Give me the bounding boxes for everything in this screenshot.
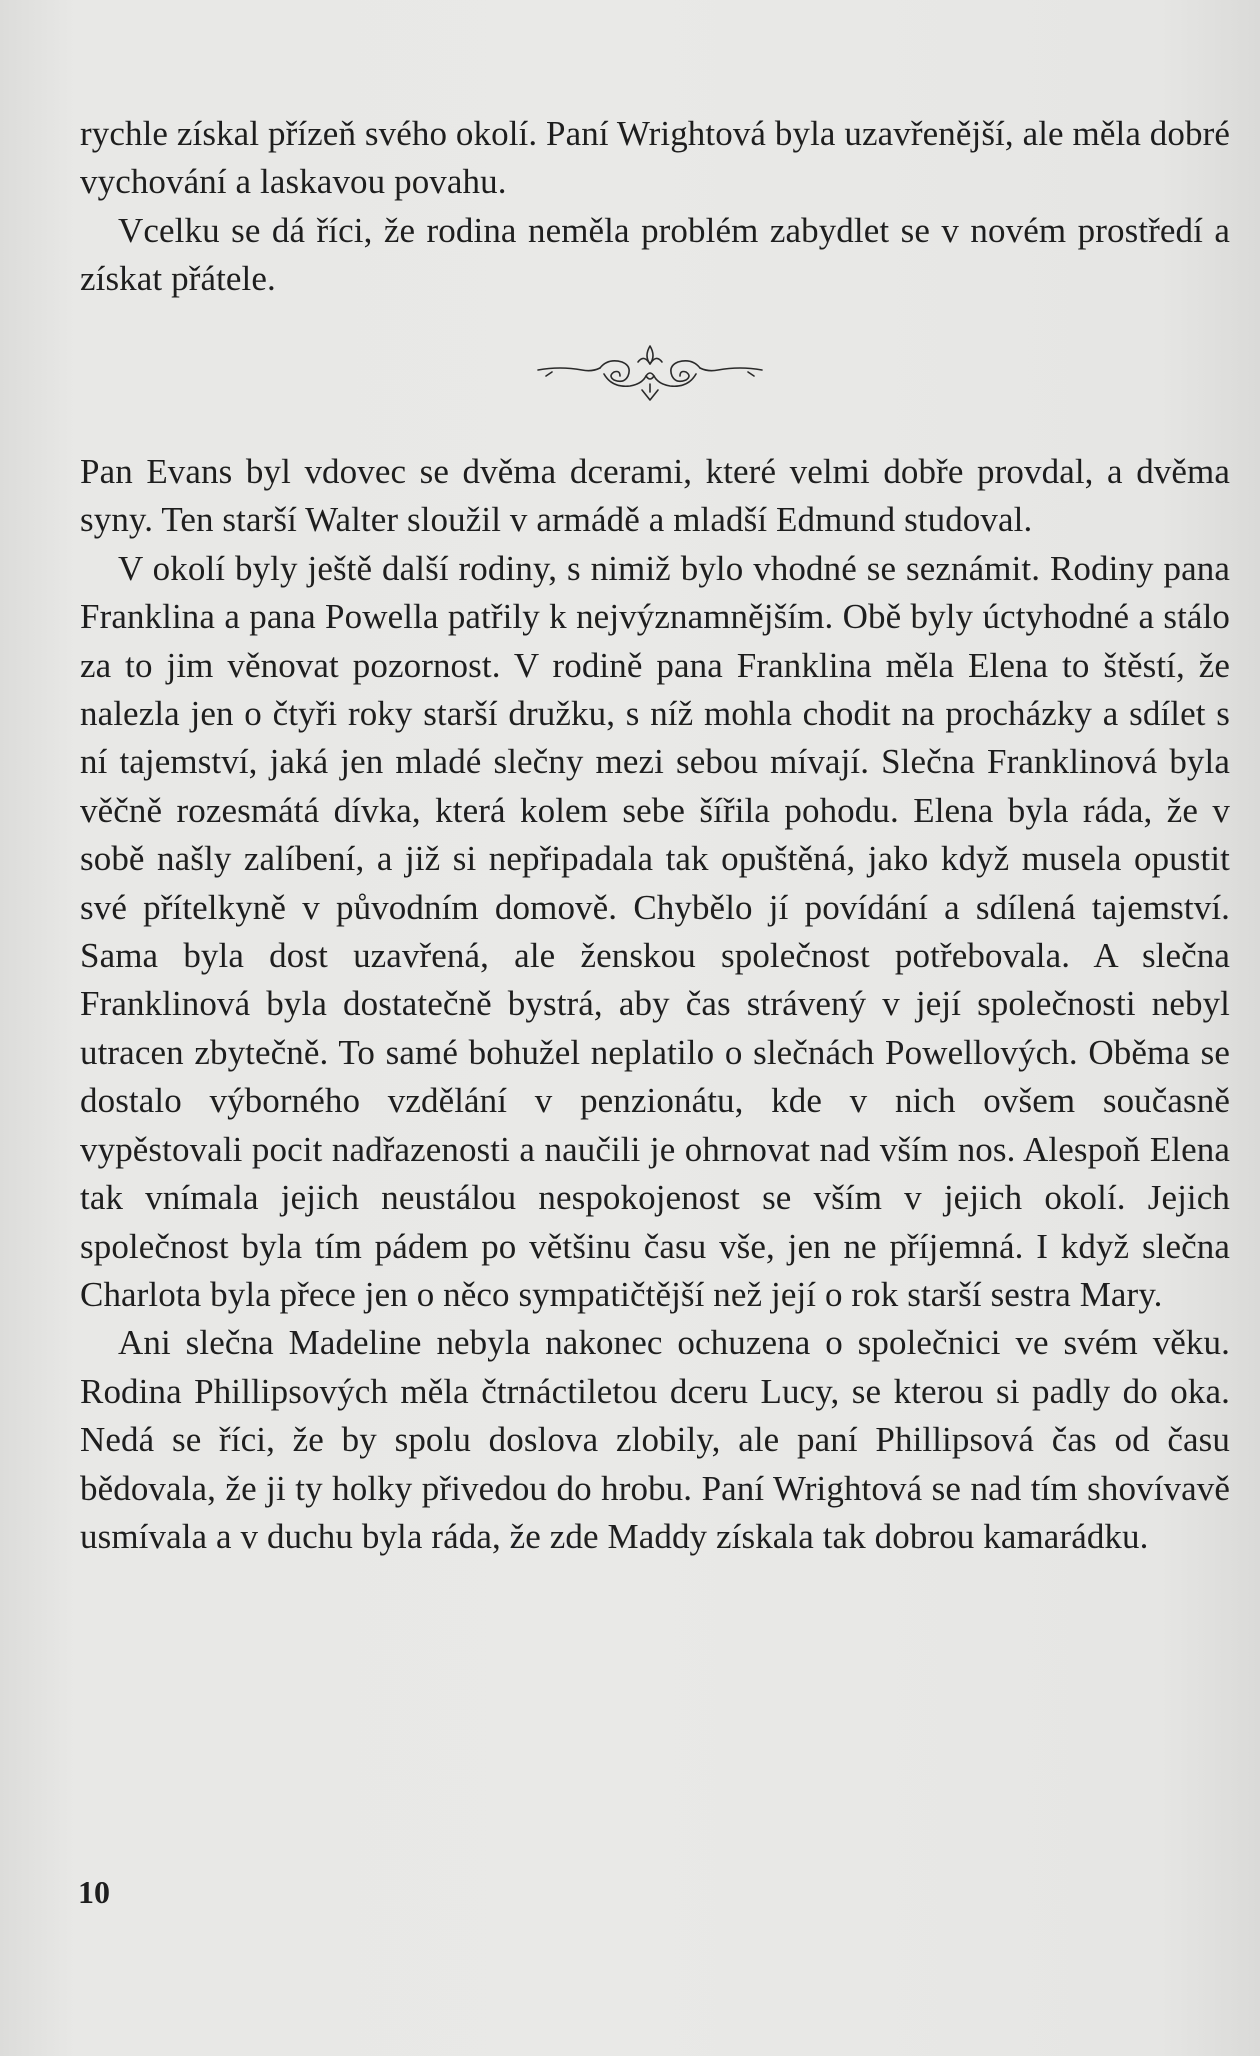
paragraph: Pan Evans byl vdovec se dvěma dcerami, které velmi dobře provdal, a dvěma syny. Ten starší Walter sloužil v armádě a mladší Edmund studoval. xyxy=(80,452,1230,540)
text-section-main xyxy=(80,448,1230,1561)
scroll-flourish-divider-icon xyxy=(530,340,770,412)
paragraph: V okolí byly ještě další rodiny, s nimiž bylo vhodné se seznámit. Rodiny pana Franklina a pana Powella patřily k nejvýznamnějším. Obě byly úctyhodné a stálo za to jim věnovat pozornost. V rodině pana Franklina měla Elena to štěstí, že nalezla jen o čtyři roky starší družku, s níž mohla chodit na procházky a sdílet s ní tajemství, jaká jen mladé slečny mezi sebou mívají. Slečna Franklinová byla věčně rozesmátá dívka, která kolem sebe šířila pohodu. Elena byla ráda, že v sobě našly zalíbení, a již si nepřipadala tak opuštěná, jako když musela opustit své přítelkyně v původním domově. Chybělo jí povídání a sdílená tajemství. Sama byla dost uzavřená, ale ženskou společnost potřebovala. A slečna Franklinová byla dostatečně bystrá, aby čas strávený v její společnosti nebyl utracen zbytečně. To samé bohužel neplatilo o slečnách Powellových. Oběma se dostalo výborného vzdělání v penzionátu, kde v nich ovšem současně vypěstovali pocit nadřazenosti a naučili je ohrnovat nad vším nos. Alespoň Elena tak vnímala jejich neustálou nespokojenost se vším v jejich okolí. Jejich společnost byla tím pádem po většinu času vše, jen ne příjemná. I když slečna Charlota byla přece jen o něco sympatičtější než její o rok starší sestra Mary. xyxy=(80,548,1230,1314)
paragraph: Ani slečna Madeline nebyla nakonec ochuzena o společnici ve svém věku. Rodina Phillipsových měla čtrnáctiletou dceru Lucy, se kterou si padly do oka. Nedá se říci, že by spolu doslova zlobily, ale paní Phillipsová čas od času bědovala, že ji ty holky přivedou do hrobu. Paní Wrightová se nad tím shovívavě usmívala a v duchu byla ráda, že zde Maddy získala tak dobrou kamarádku. xyxy=(80,1323,1230,1556)
page-number: 10 xyxy=(78,1874,110,1910)
paragraph: Vcelku se dá říci, že rodina neměla problém zabydlet se v novém prostředí a získat přátele. xyxy=(80,210,1230,299)
text-section-top xyxy=(80,110,1230,304)
paragraph: rychle získal přízeň svého okolí. Paní Wrightová byla uzavřenější, ale měla dobré vychování a laskavou povahu. xyxy=(80,114,1230,202)
